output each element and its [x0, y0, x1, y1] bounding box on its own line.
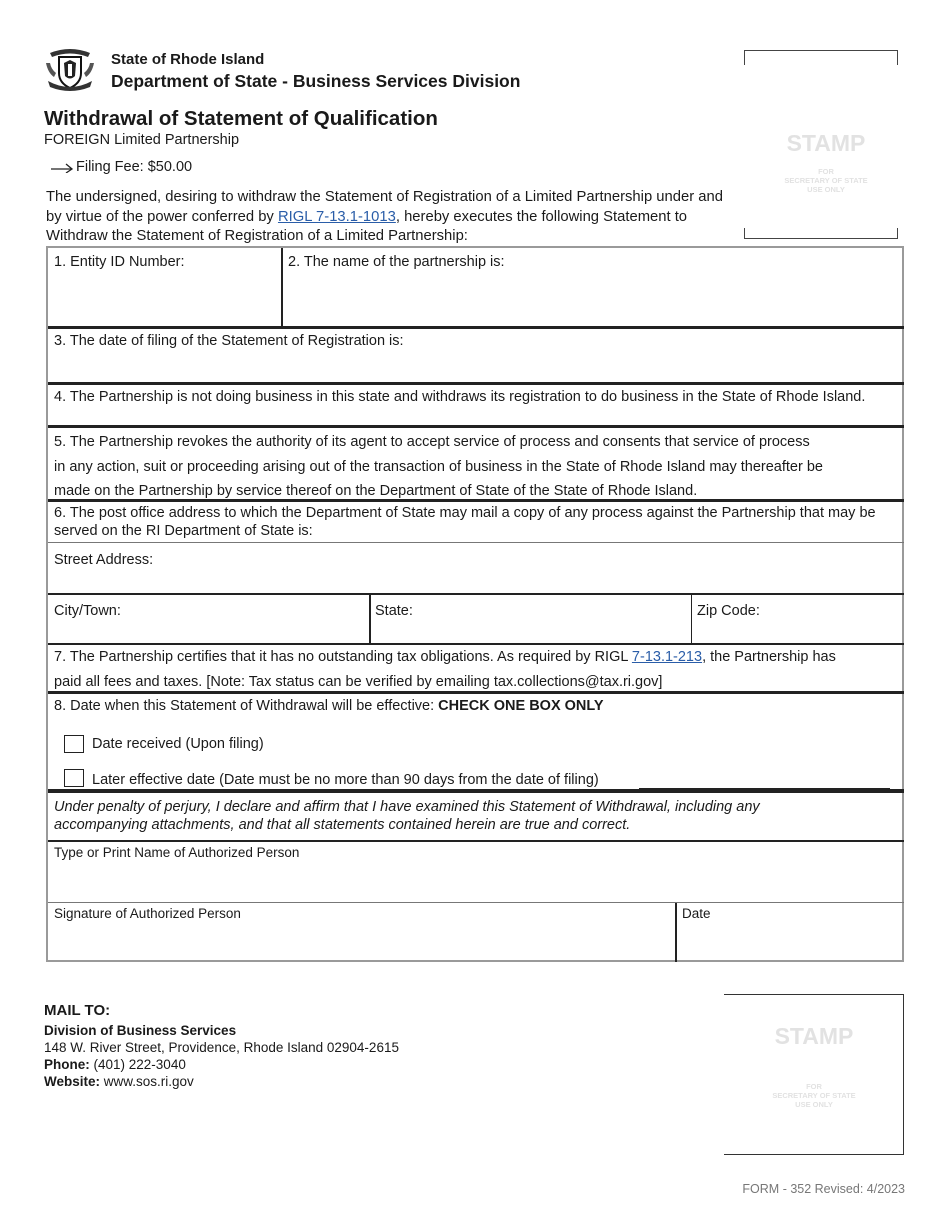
zip-input[interactable] — [695, 620, 898, 642]
department-name: Department of State - Business Services Division — [111, 71, 521, 91]
entity-id-label: 1. Entity ID Number: — [54, 254, 185, 270]
city-input[interactable] — [52, 620, 366, 642]
filing-date-label: 3. The date of filing of the Statement of Registration is: — [54, 333, 404, 349]
statement-5-line: made on the Partnership by service thereof on the Department of State of the State of Rhode Island. — [54, 483, 698, 499]
stamp-note — [724, 1082, 904, 1109]
mail-phone — [44, 1056, 399, 1073]
statement-5 — [54, 430, 900, 504]
website-value[interactable]: www.sos.ri.gov — [103, 1074, 194, 1089]
statement-7-text: 7. The Partnership certifies that it has no outstanding tax obligations. As required by RIGL — [54, 649, 632, 665]
state-name: State of Rhode Island — [111, 51, 265, 68]
statement-8 — [54, 697, 604, 715]
form-subtitle: FOREIGN Limited Partnership — [44, 132, 240, 148]
arrow-right-icon — [50, 161, 74, 173]
website-label: Website: — [44, 1074, 101, 1089]
street-address-label: Street Address: — [54, 552, 154, 568]
stamp-note-line: USE ONLY — [807, 185, 845, 194]
later-date-input[interactable] — [639, 772, 890, 789]
intro-text-2: , hereby executes the following Statement to Withdraw the Statement of Registration of a Limited Partnership: — [46, 208, 688, 244]
date-input[interactable] — [680, 925, 898, 959]
statement-4: 4. The Partnership is not doing business in this state and withdraws its registration to do business in the State of Rhode Island. — [54, 389, 866, 405]
penalty-statement: Under penalty of perjury, I declare and affirm that I have examined this Statement of Withdrawal, including any accompanying attachments, and that all statements contained herein are true and correct. — [54, 799, 760, 833]
state-label: State: — [375, 603, 413, 619]
intro-paragraph — [46, 188, 726, 247]
mail-address: 148 W. River Street, Providence, Rhode Island 02904-2615 — [44, 1040, 399, 1055]
intro-text-1: The undersigned, desiring to withdraw the Statement of Registration of a Limited Partnership under and by virtue of the power conferred by — [46, 189, 723, 225]
mail-website — [44, 1073, 399, 1090]
check-one-box-note: CHECK ONE BOX ONLY — [438, 698, 604, 714]
form-title: Withdrawal of Statement of Qualification — [44, 107, 438, 130]
statement-7 — [54, 645, 900, 694]
entity-id-input[interactable] — [52, 274, 278, 324]
statement-5-line: in any action, suit or proceeding arising out of the transaction of business in the State of Rhode Island may thereafter be — [54, 458, 823, 475]
date-label: Date — [682, 906, 711, 921]
form-number: FORM - 352 Revised: 4/2023 — [742, 1182, 905, 1196]
statement-7-line: paid all fees and taxes. [Note: Tax status can be verified by emailing tax.collections@tax.ri.gov] — [54, 673, 663, 690]
rigl-link-1013[interactable]: RIGL 7-13.1-1013 — [277, 208, 396, 225]
stamp-note-line: USE ONLY — [795, 1100, 833, 1109]
option-upon-filing-label: Date received (Upon filing) — [92, 736, 264, 752]
mail-to-block — [44, 1022, 399, 1090]
partnership-name-input[interactable] — [286, 274, 898, 324]
signature-input[interactable] — [52, 925, 670, 959]
city-label: City/Town: — [54, 603, 121, 619]
stamp-area-bottom — [724, 994, 905, 1156]
partnership-name-label: 2. The name of the partnership is: — [288, 254, 505, 270]
statement-5-line: 5. The Partnership revokes the authority of its agent to accept service of process and consents that service of process — [54, 434, 810, 450]
filing-fee-text: Filing Fee: $50.00 — [76, 159, 193, 175]
form-frame — [46, 246, 904, 962]
rhode-island-seal-icon — [44, 43, 96, 93]
stamp-note-line: FOR — [818, 167, 834, 176]
mail-org: Division of Business Services — [44, 1023, 237, 1038]
authorized-name-label: Type or Print Name of Authorized Person — [54, 845, 300, 860]
stamp-label: STAMP — [774, 1023, 854, 1049]
filing-fee — [50, 159, 192, 175]
authorized-name-input[interactable] — [52, 864, 898, 900]
stamp-note-line: FOR — [806, 1082, 822, 1091]
signature-label: Signature of Authorized Person — [54, 906, 241, 921]
statement-7-text: , the Partnership has — [702, 649, 836, 665]
checkbox-later-date[interactable] — [64, 769, 84, 787]
state-input[interactable] — [374, 620, 688, 642]
checkbox-upon-filing[interactable] — [64, 735, 84, 753]
stamp-note-line: SECRETARY OF STATE — [772, 1091, 856, 1100]
rigl-link-213[interactable]: 7-13.1-213 — [631, 649, 703, 665]
stamp-label: STAMP — [786, 130, 866, 156]
phone-label: Phone: — [44, 1057, 90, 1072]
statement-8-text: 8. Date when this Statement of Withdrawal will be effective: — [54, 698, 439, 714]
phone-value: (401) 222-3040 — [93, 1057, 186, 1072]
option-later-date-label: Later effective date (Date must be no more than 90 days from the date of filing) — [92, 772, 599, 788]
mail-to-heading: MAIL TO: — [44, 1002, 111, 1019]
zip-label: Zip Code: — [697, 603, 760, 619]
stamp-note-line: SECRETARY OF STATE — [784, 176, 868, 185]
filing-date-input[interactable] — [52, 352, 898, 380]
statement-6: 6. The post office address to which the Department of State may mail a copy of any process against the Partnership that may be served on the RI Department of State is: — [54, 505, 876, 539]
stamp-note — [744, 167, 908, 194]
street-address-input[interactable] — [52, 570, 898, 592]
stamp-area-top — [744, 50, 897, 239]
